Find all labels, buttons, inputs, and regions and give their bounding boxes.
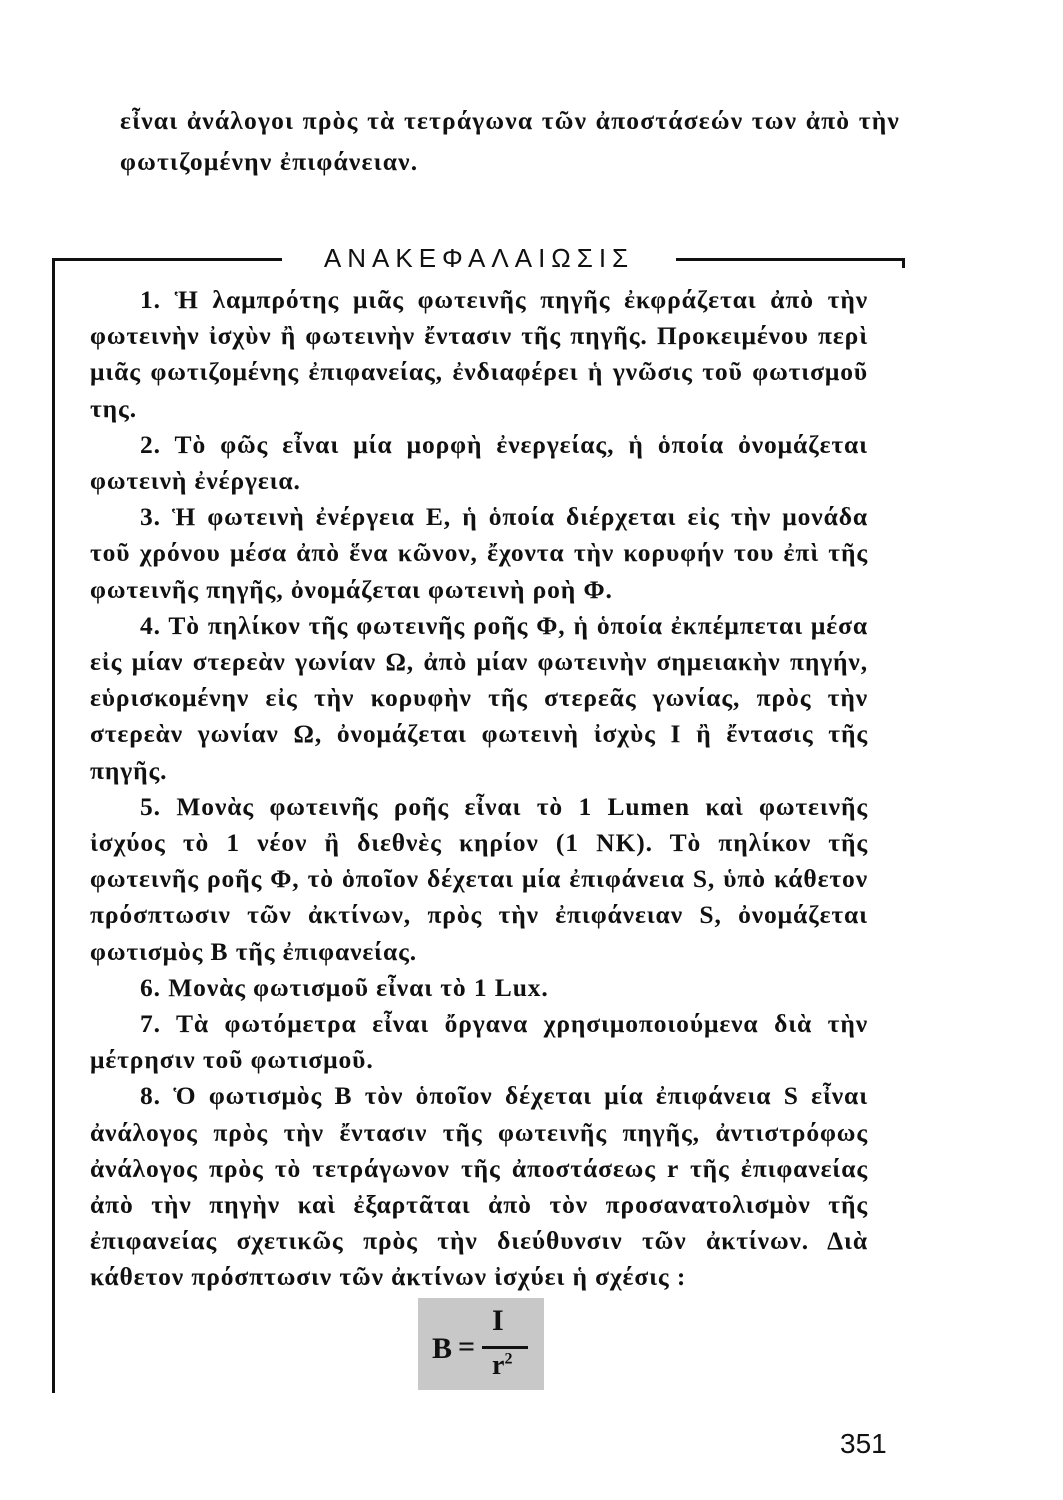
summary-item-6: 6. Μονὰς φωτισμοῦ εἶναι τὸ 1 Lux. bbox=[140, 972, 549, 1002]
summary-item-5: 5. Μονὰς φωτεινῆς ροῆς εἶναι τὸ 1 Lumen καὶ φωτεινῆς ἰσχύος τὸ 1 νέον ἢ διεθνὲς κηρίον (1 ΝΚ). Τὸ πηλίκον τῆς φωτεινῆς ροῆς Φ, τὸ ὁποῖον δέχεται μία ἐπιφάνεια S, ὑπὸ κάθετον πρόσπτωσιν τῶν ἀκτίνων, πρὸς τὴν ἐπιφάνειαν S, ὀνομάζεται φωτισμὸς Β τῆς ἐπιφανείας. bbox=[90, 791, 868, 966]
formula-denominator-base: r bbox=[492, 1350, 505, 1381]
formula-denominator bbox=[492, 1350, 512, 1382]
summary-item-2: 2. Τὸ φῶς εἶναι μία μορφὴ ἐνεργείας, ἡ ὁποία ὀνομάζεται φωτεινὴ ἐνέργεια. bbox=[90, 429, 868, 496]
illuminance-formula bbox=[418, 1298, 544, 1390]
summary-box-corner bbox=[902, 258, 905, 268]
formula-equals: = bbox=[458, 1330, 476, 1363]
summary-item-3: 3. Ἡ φωτεινὴ ἐνέργεια Ε, ἡ ὁποία διέρχεται εἰς τὴν μονάδα τοῦ χρόνου μέσα ἀπὸ ἕνα κῶνον, ἔχοντα τὴν κορυφήν του ἐπὶ τῆς φωτεινῆς πηγῆς, ὀνομάζεται φωτεινὴ ροὴ Φ. bbox=[90, 502, 868, 604]
formula-exponent: 2 bbox=[504, 1350, 513, 1368]
page-number: 351 bbox=[840, 1428, 887, 1459]
summary-item-4: 4. Τὸ πηλίκον τῆς φωτεινῆς ροῆς Φ, ἡ ὁποία ἐκπέμπεται μέσα εἰς μίαν στερεὰν γωνίαν Ω, ἀπὸ μίαν φωτεινὴν σημειακὴν πηγήν, εὑρισκομένην εἰς τὴν κορυφὴν τῆς στερεᾶς γωνίας, πρὸς τὴν στερεὰν γωνίαν Ω, ὀνομάζεται φωτεινὴ ἰσχὺς Ι ἢ ἔντασις τῆς πηγῆς. bbox=[90, 610, 868, 785]
summary-item-1: 1. Ἡ λαμπρότης μιᾶς φωτεινῆς πηγῆς ἐκφράζεται ἀπὸ τὴν φωτεινὴν ἰσχὺν ἢ φωτεινὴν ἔντασιν τῆς πηγῆς. Προκειμένου περὶ μιᾶς φωτιζομένης ἐπιφανείας, ἐνδιαφέρει ἡ γνῶσις τοῦ φωτισμοῦ της. bbox=[90, 285, 868, 423]
summary-box-left-border bbox=[52, 258, 55, 1393]
formula-lhs: B bbox=[432, 1332, 453, 1365]
formula-numerator: I bbox=[492, 1304, 504, 1337]
formula-fraction-bar bbox=[482, 1346, 528, 1349]
summary-item-8: 8. Ὁ φωτισμὸς Β τὸν ὁποῖον δέχεται μία ἐπιφάνεια S εἶναι ἀνάλογος πρὸς τὴν ἔντασιν τῆς φωτεινῆς πηγῆς, ἀντιστρόφως ἀνάλογος πρὸς τὸ τετράγωνον τῆς ἀποστάσεως r τῆς ἐπιφανείας ἀπὸ τὴν πηγὴν καὶ ἐξαρτᾶται ἀπὸ τὸν προσανατολισμὸν τῆς ἐπιφανείας σχετικῶς πρὸς τὴν διεύθυνσιν τῶν ἀκτίνων. Διὰ κάθετον πρόσπτωσιν τῶν ἀκτίνων ἰσχύει ἡ σχέσις : bbox=[90, 1081, 868, 1292]
summary-box-top-border-right bbox=[676, 258, 904, 261]
summary-heading: ΑΝΑΚΕΦΑΛΑΙΩΣΙΣ bbox=[323, 243, 635, 273]
summary-box-top-border-left bbox=[52, 258, 282, 261]
intro-paragraph: εἶναι ἀνάλογοι πρὸς τὰ τετράγωνα τῶν ἀποστάσεών των ἀπὸ τὴν φωτιζομένην ἐπιφάνειαν. bbox=[120, 106, 900, 176]
summary-item-7: 7. Τὰ φωτόμετρα εἶναι ὄργανα χρησιμοποιούμενα διὰ τὴν μέτρησιν τοῦ φωτισμοῦ. bbox=[90, 1009, 868, 1075]
summary-list bbox=[90, 282, 868, 1296]
